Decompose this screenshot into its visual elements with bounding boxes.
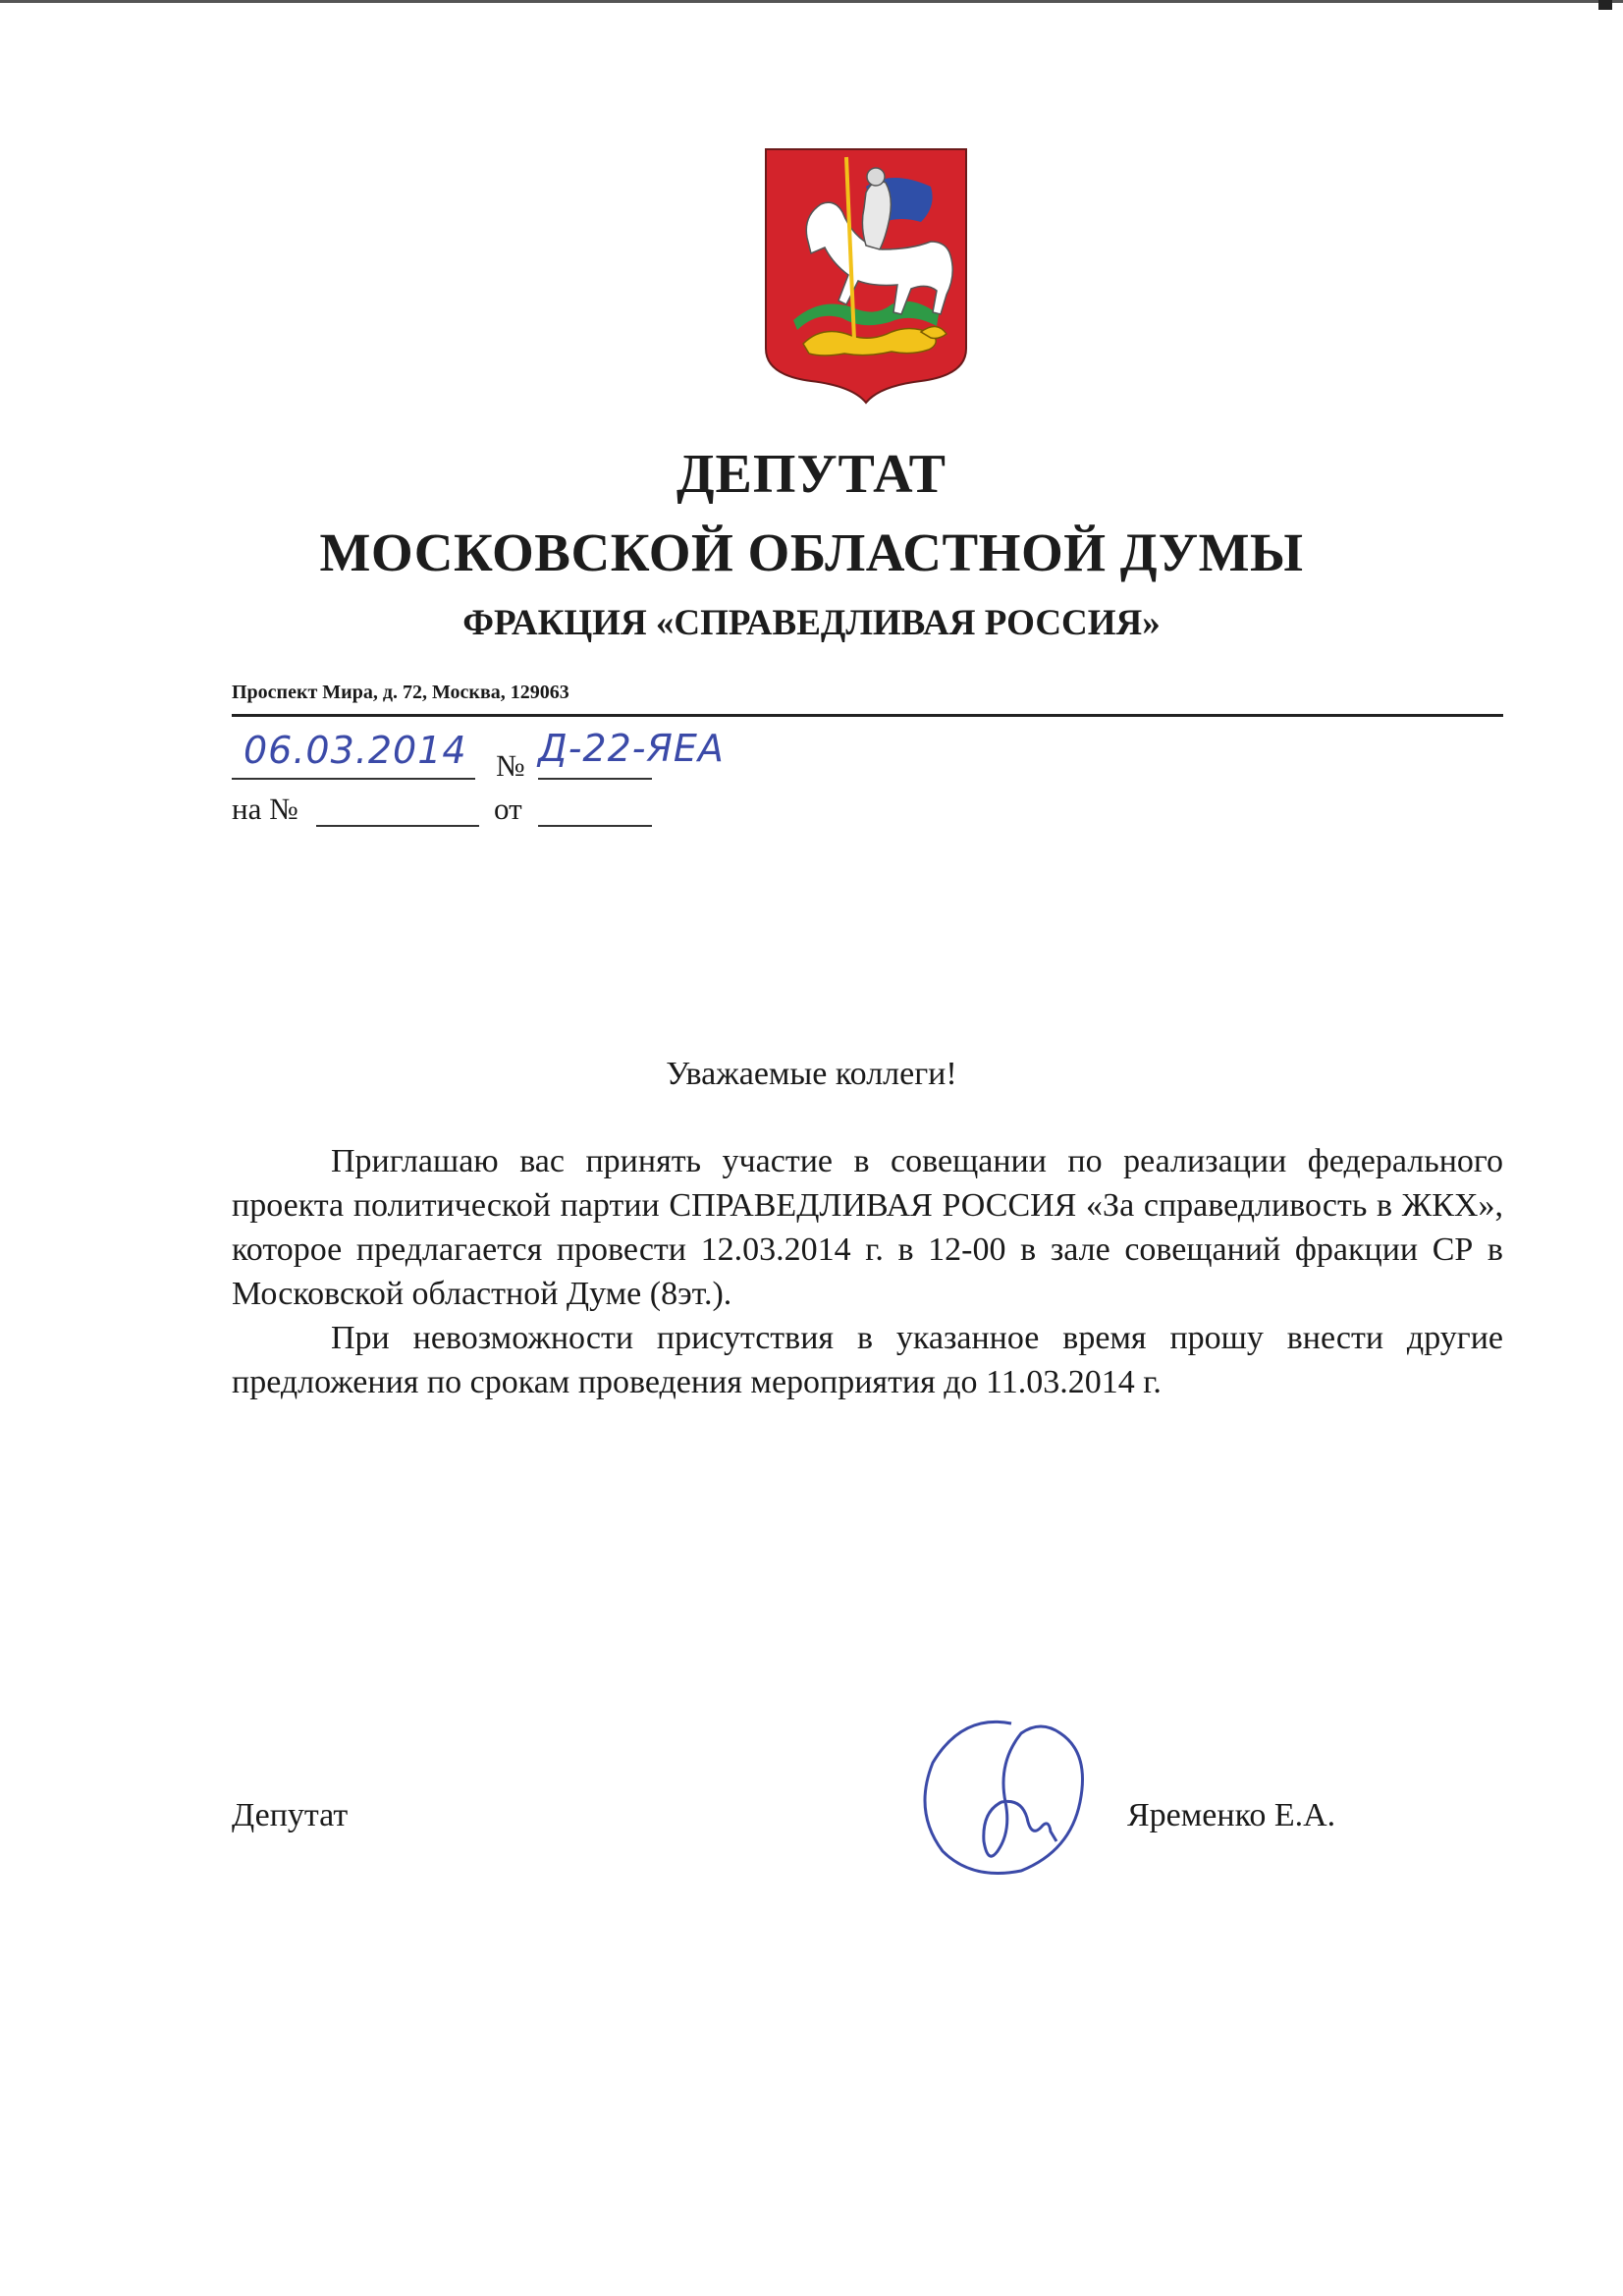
reply-date-label: от: [494, 792, 522, 826]
outgoing-date-blank: [232, 778, 475, 780]
letterhead-subtitle: МОСКОВСКОЙ ОБЛАСТНОЙ ДУМЫ: [319, 522, 1304, 582]
letterhead-address: Проспект Мира, д. 72, Москва, 129063: [232, 682, 569, 703]
moscow-oblast-coat-of-arms-icon: [764, 147, 968, 405]
letterhead-title: ДЕПУТАТ: [676, 444, 947, 505]
outgoing-number-label: №: [496, 748, 525, 783]
outgoing-number-blank: [538, 778, 652, 780]
outgoing-number-handwritten: Д-22-ЯЕА: [538, 727, 725, 770]
letterhead-faction: ФРАКЦИЯ «СПРАВЕДЛИВАЯ РОССИЯ»: [462, 603, 1161, 643]
handwritten-signature-icon: [903, 1704, 1100, 1890]
reply-date-blank: [538, 825, 652, 827]
scan-edge-line: [0, 0, 1623, 3]
greeting: Уважаемые коллеги!: [666, 1056, 957, 1092]
outgoing-date-handwritten: 06.03.2014: [243, 729, 467, 772]
header-divider: [232, 714, 1503, 717]
scan-corner-mark: [1598, 0, 1612, 10]
body-paragraph-invitation: Приглашаю вас принять участие в совещании по реализации федерального проекта политической партии СПРАВЕДЛИВАЯ РОССИЯ «За справедливость в ЖКХ», которое предлагается провести 12.03.2014 г. в 12-00 в зале совещаний фракции СР в Московской областной Думе (8эт.).: [232, 1143, 1503, 1312]
reply-number-label: на №: [232, 792, 298, 826]
body-paragraph-alternative: При невозможности присутствия в указанное время прошу внести другие предложения по срокам проведения мероприятия до 11.03.2014 г.: [232, 1320, 1503, 1400]
reply-number-blank: [316, 825, 479, 827]
signatory-name: Яременко Е.А.: [1127, 1797, 1336, 1833]
signatory-role: Депутат: [232, 1797, 349, 1833]
